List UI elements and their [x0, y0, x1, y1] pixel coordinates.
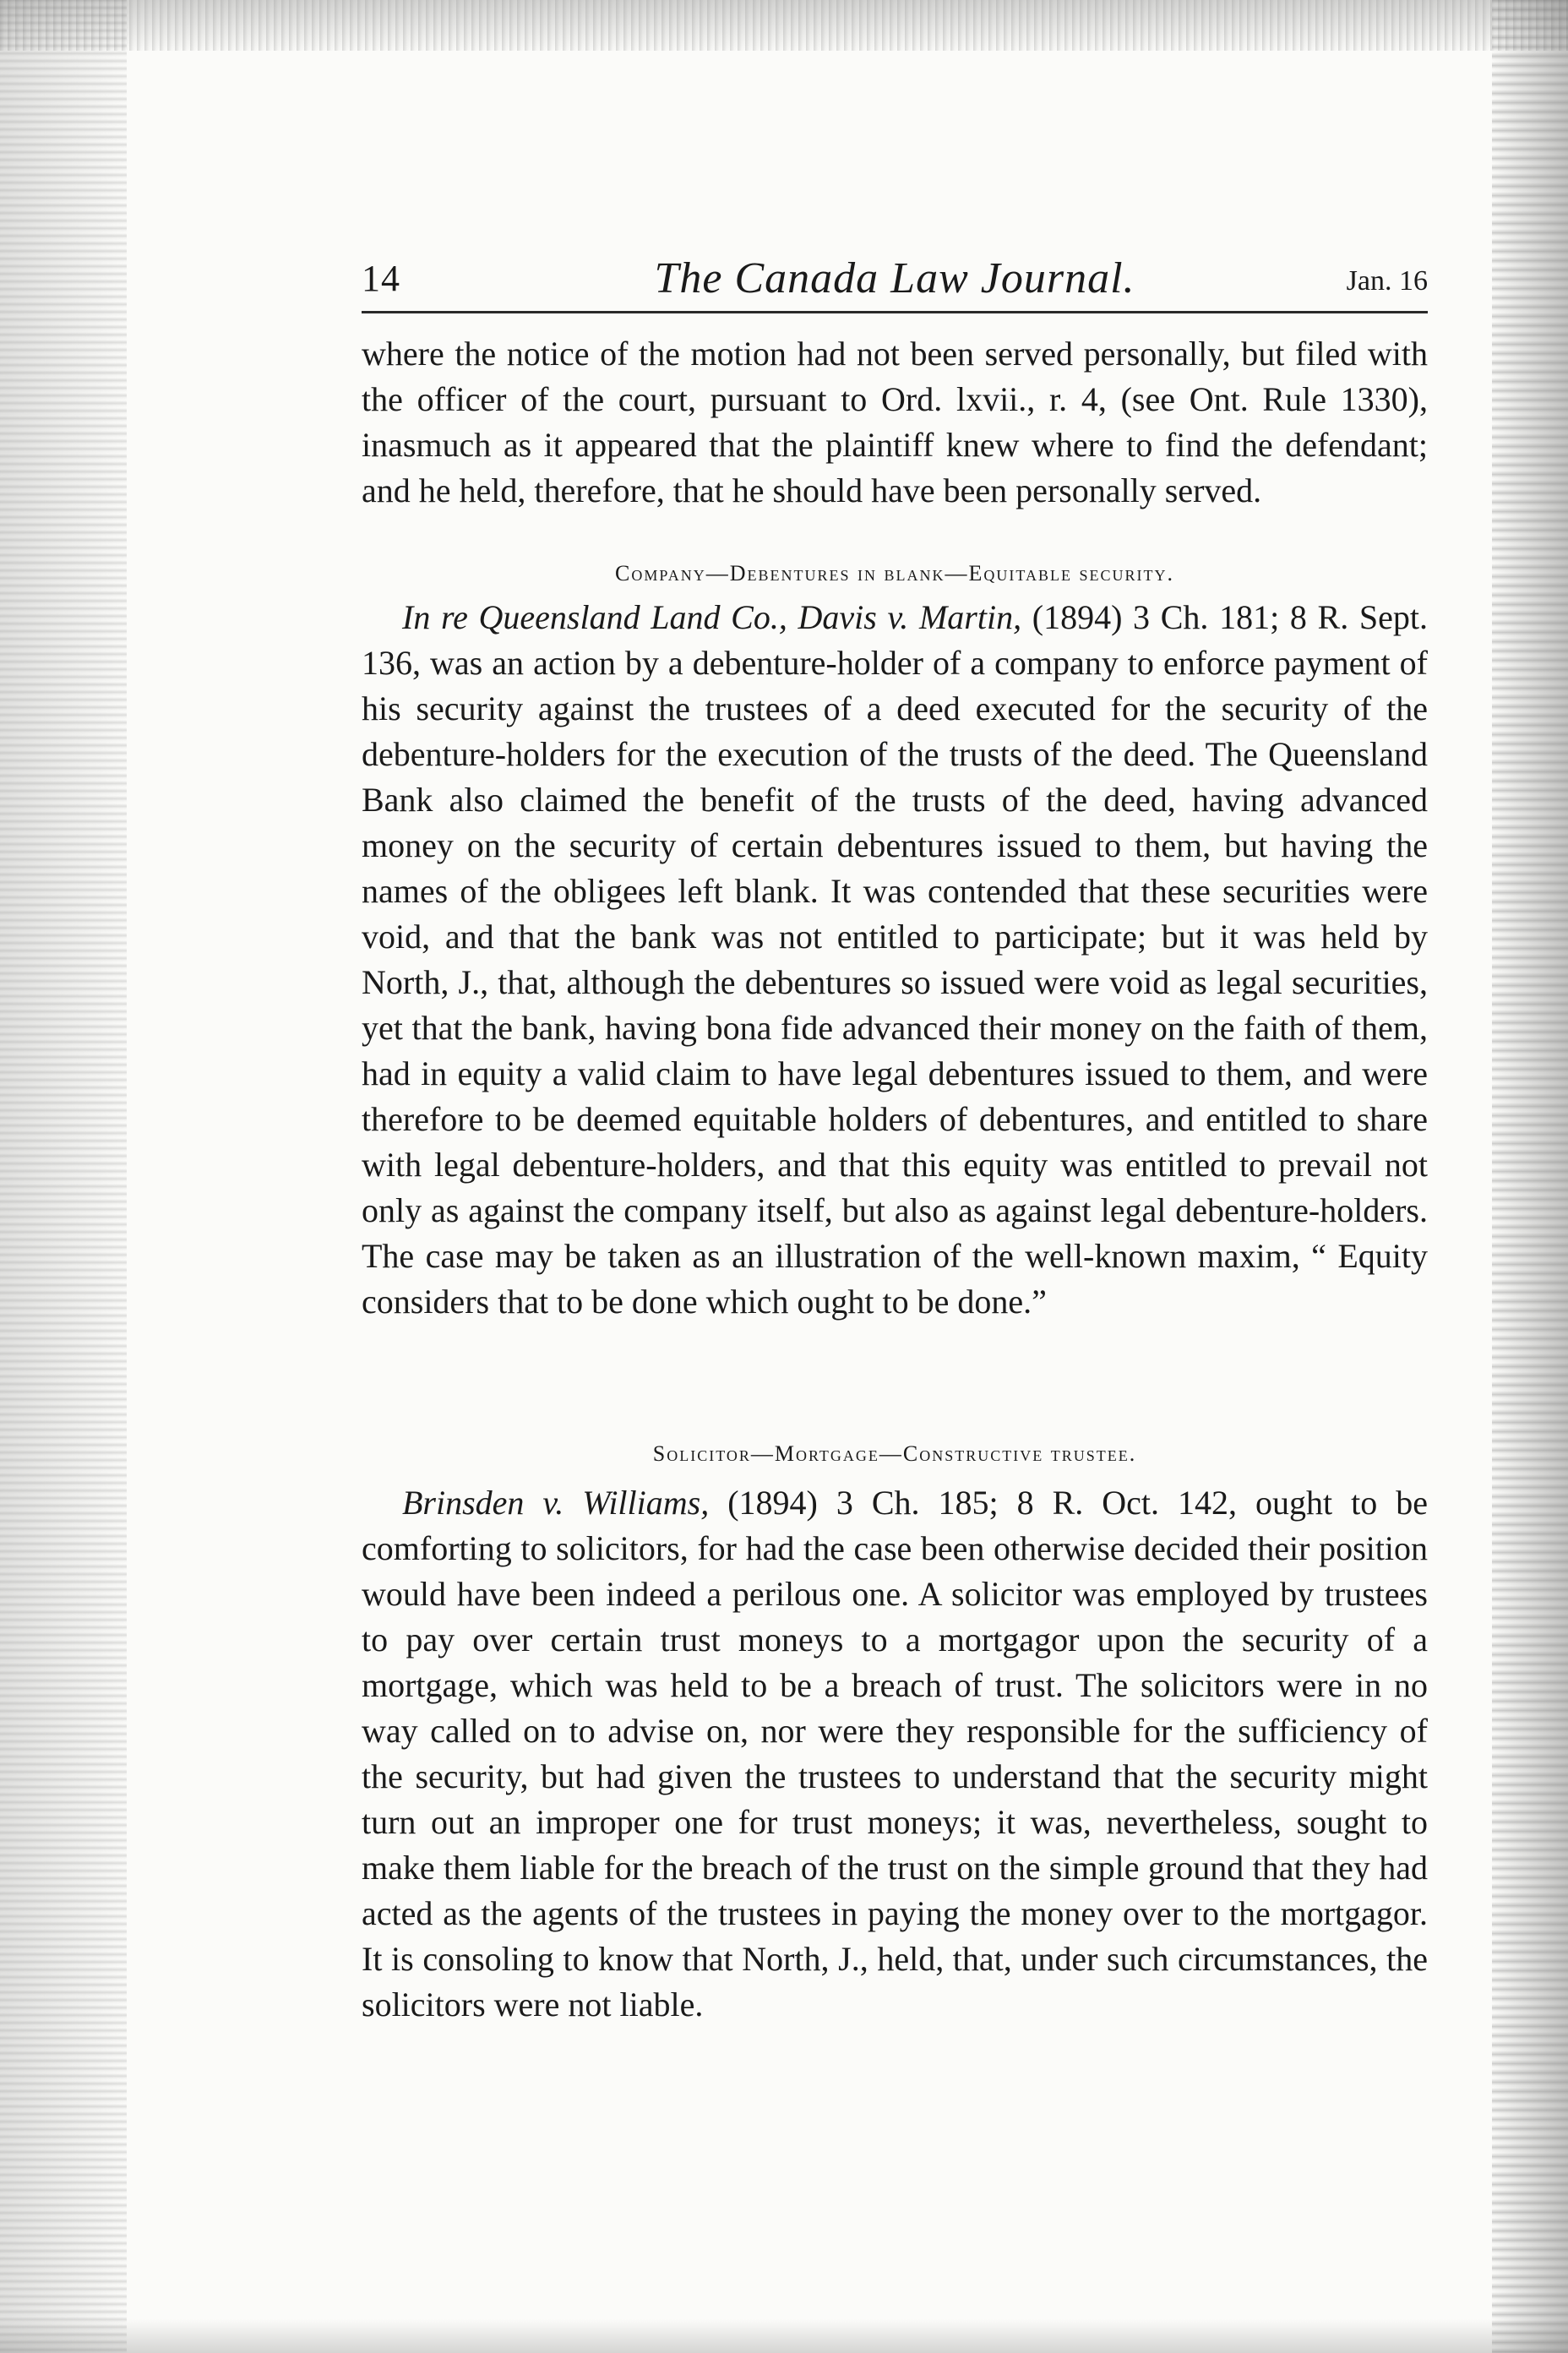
- scan-edge-left: [0, 0, 127, 2353]
- scan-edge-right: [1492, 0, 1568, 2353]
- case-citation-brinsden: Brinsden v. Williams,: [402, 1484, 710, 1522]
- section-heading-company: Company—Debentures in blank—Equitable security.: [615, 561, 1174, 586]
- header-rule: [362, 311, 1428, 313]
- running-header: [362, 253, 1428, 308]
- scan-edge-top: [0, 0, 1568, 51]
- header-date: Jan. 16: [1346, 265, 1428, 297]
- paragraph-brinsden-text: (1894) 3 Ch. 185; 8 R. Oct. 142, ought to be comforting to solicitors, for had the case been otherwise decided their position would have been indeed a perilous one. A solicitor was employed by trustees to pay over certain trust moneys to a mortgagor upon the security of a mortgage, which was held to be a breach of trust. The solicitors were in no way called on to advise on, nor were they responsible for the sufficiency of the security, but had given the trustees to understand that the security might turn out an improper one for trust moneys; it was, nevertheless, sought to make them liable for the breach of the trust on the simple ground that they had acted as the agents of the trustees in paying the money over to the mortgagor. It is consoling to know that North, J., held, that, under such circumstances, the solicitors were not liable.: [362, 1484, 1428, 2023]
- paragraph-queensland-text: (1894) 3 Ch. 181; 8 R. Sept. 136, was an action by a debenture-holder of a company to enforce payment of his security against the trustees of a deed executed for the security of the debenture-holders for the execution of the trusts of the deed. The Queensland Bank also claimed the benefit of the trusts of the deed, having advanced money on the security of certain debentures issued to them, but having the names of the obligees left blank. It was contended that these securities were void, and that the bank was not entitled to participate; but it was held by North, J., that, although the debentures so issued were void as legal securities, yet that the bank, having bona fide advanced their money on the faith of them, had in equity a valid claim to have legal debentures issued to them, and were therefore to be deemed equitable holders of debentures, and entitled to share with legal debenture-holders, and that this equity was entitled to prevail not only as against the company itself, but also as against legal debenture-holders. The case may be taken as an illustration of the well-known maxim, “ Equity considers that to be done which ought to be done.”: [362, 598, 1429, 1321]
- section-heading-solicitor: Solicitor—Mortgage—Constructive trustee.: [652, 1441, 1137, 1466]
- journal-title: The Canada Law Journal.: [654, 254, 1135, 302]
- case-citation-queensland: In re Queensland Land Co., Davis v. Martin,: [402, 598, 1022, 636]
- paragraph-queensland: [362, 595, 1428, 1325]
- paragraph-continued: where the notice of the motion had not been served personally, but filed with the officer of the court, pursuant to Ord. lxvii., r. 4, (see Ont. Rule 1330), inasmuch as it appeared that the plaintiff knew where to find the defendant; and he held, therefore, that he should have been personally served.: [362, 335, 1428, 509]
- page-number: 14: [362, 258, 400, 299]
- paragraph-brinsden: [362, 1480, 1428, 2028]
- scan-edge-bottom: [0, 2319, 1568, 2353]
